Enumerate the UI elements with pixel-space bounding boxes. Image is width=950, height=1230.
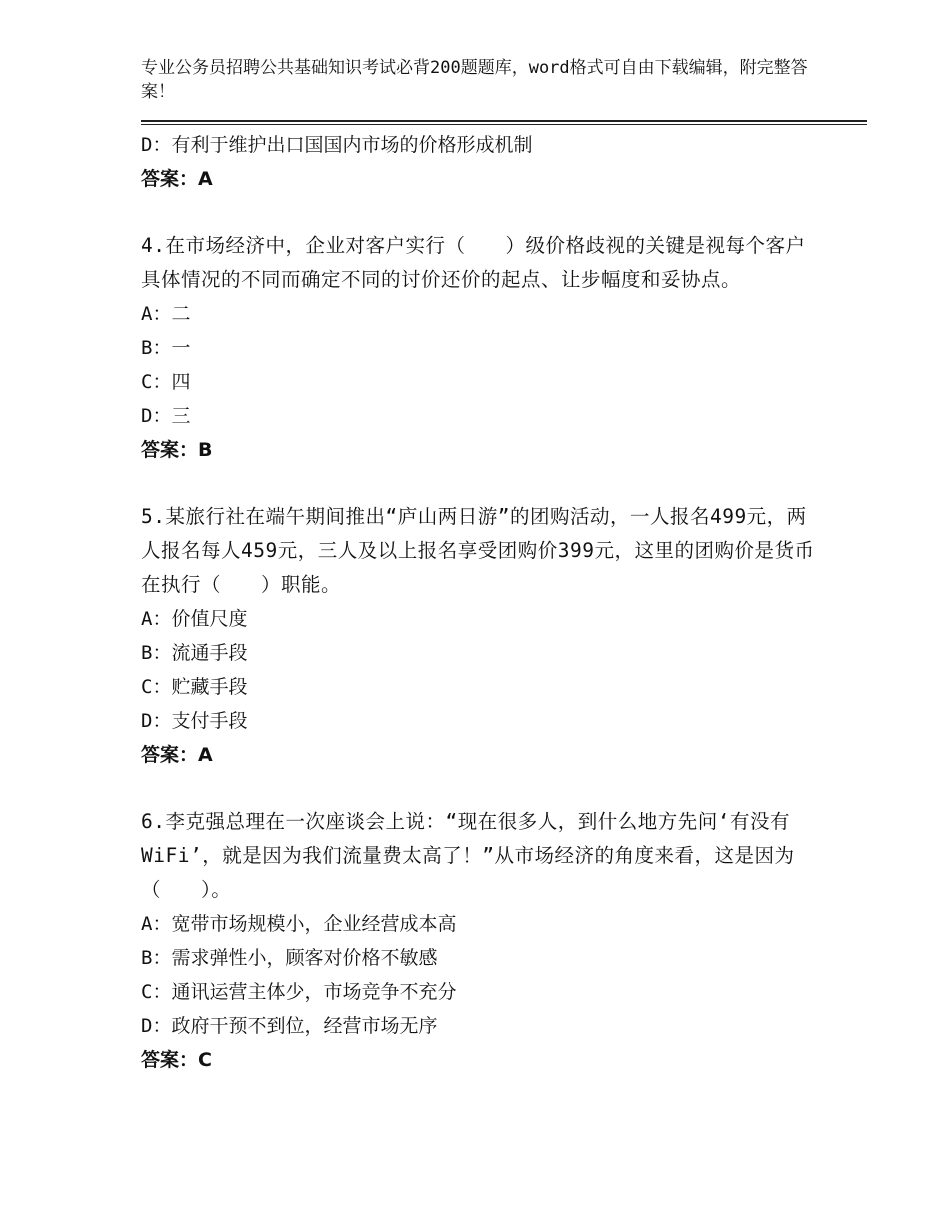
option-c: C：贮藏手段 [141, 676, 248, 698]
option-c: C：通讯运营主体少，市场竞争不充分 [141, 981, 457, 1003]
option-a: A：二 [141, 303, 191, 325]
header-divider [141, 120, 867, 125]
question-text: 6.李克强总理在一次座谈会上说：“现在很多人，到什么地方先问‘有没有WiFi’，就是因为我们流量费太高了！”从市场经济的角度来看，这是因为（ ）。 [141, 810, 795, 901]
header-text: 专业公务员招聘公共基础知识考试必背200题题库，word格式可自由下载编辑，附完整答案！ [141, 58, 808, 102]
option-d: D：三 [141, 405, 191, 427]
question-block-3 [141, 128, 821, 196]
question-block-5 [141, 500, 821, 772]
question-text: 5.某旅行社在端午期间推出“庐山两日游”的团购活动，一人报名499元，两人报名每人459元，三人及以上报名享受团购价399元，这里的团购价是货币在执行（ ）职能。 [141, 505, 815, 596]
question-text: 4.在市场经济中，企业对客户实行（ ）级价格歧视的关键是视每个客户具体情况的不同而确定不同的讨价还价的起点、让步幅度和妥协点。 [141, 234, 806, 291]
option-b: B：需求弹性小，顾客对价格不敏感 [141, 947, 438, 969]
answer-label: 答案：A [141, 168, 213, 190]
page-header [141, 56, 841, 104]
question-list [141, 128, 821, 1077]
answer-label: 答案：B [141, 439, 213, 461]
option-d: D：政府干预不到位，经营市场无序 [141, 1015, 438, 1037]
question-block-6 [141, 805, 821, 1077]
option-b: B：流通手段 [141, 642, 248, 664]
option-b: B：一 [141, 337, 191, 359]
option-c: C：四 [141, 371, 191, 393]
question-block-4 [141, 229, 821, 467]
answer-label: 答案：C [141, 1049, 212, 1071]
option-d: D：有利于维护出口国国内市场的价格形成机制 [141, 134, 533, 156]
option-d: D：支付手段 [141, 710, 248, 732]
option-a: A：价值尺度 [141, 608, 248, 630]
option-a: A：宽带市场规模小，企业经营成本高 [141, 913, 457, 935]
answer-label: 答案：A [141, 744, 213, 766]
